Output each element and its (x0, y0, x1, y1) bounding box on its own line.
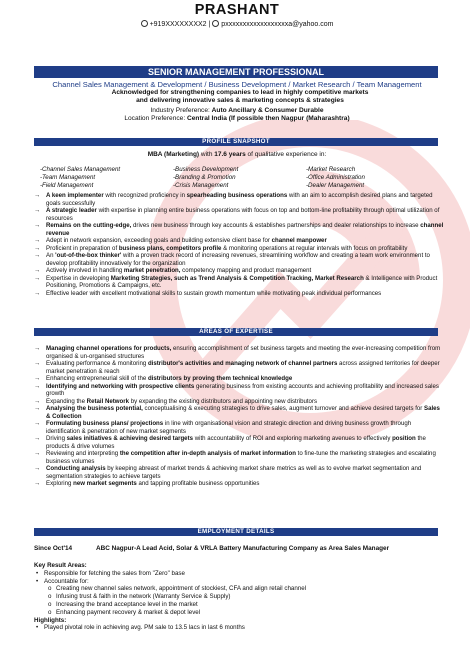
mba-years: 17.6 years (214, 151, 246, 158)
industry-preference (0, 107, 474, 114)
kra-text: Key Result Areas: (34, 562, 87, 569)
profile-bullets (34, 192, 446, 297)
arrow-icon: → (34, 207, 41, 214)
bullet-text: Actively involved in handling (46, 267, 124, 274)
bullet-emphasis: spearheading business operations (186, 192, 288, 199)
bullet-emphasis: Sales & Collection (46, 405, 440, 420)
expertise-bullet (34, 480, 446, 488)
bullet-emphasis: Retail Network (86, 397, 130, 405)
kra-text: Accountable for: (44, 577, 89, 585)
bullet-text: and tapping profitable business opportunities (136, 480, 260, 487)
location-label: Location Preference: (124, 115, 187, 122)
expertise-bullet (34, 345, 446, 360)
bullet-circle-icon: o (48, 608, 52, 616)
bullet-emphasis: channel manpower (271, 237, 327, 244)
section-profile-snapshot: PROFILE SNAPSHOT (34, 138, 438, 146)
bullet-text: conceptualising & executing strategies to drive sales, augment turnover and achieve desired targets for (142, 405, 424, 412)
kra-text: Infusing trust & faith in the network (Warranty Service & Supply) (56, 593, 231, 601)
key-result-areas (34, 562, 454, 632)
bullet-text: across assigned territories for deeper market penetration & reach (46, 360, 440, 375)
bullet-text: Proficient in preparation of (46, 244, 119, 252)
bullet-emphasis: sales initiatives & achieving desired targets (66, 435, 193, 442)
bullet-text: with an aim to accomplish desired plans and targeted goals successfully (46, 192, 433, 207)
phone-icon (141, 20, 148, 27)
highlight-item (34, 624, 454, 632)
bullet-text: & monitoring operations at regular intervals with focus on profitability (221, 244, 408, 252)
bullet-text: by expanding the existing distributors and appointing new distributors (129, 397, 318, 405)
bullet-text: the products & drive volumes (46, 435, 426, 450)
bullet-text: Expanding the (46, 397, 87, 405)
kra-text: Increasing the brand acceptance level in the market (56, 600, 198, 608)
kra-text: Highlights: (34, 616, 67, 624)
location-preference (0, 115, 474, 122)
bullet-text: ensuring accomplishment of set business targets and meeting the ever-increasing competition from organised & un-organised structures (46, 345, 441, 360)
arrow-icon: → (34, 397, 41, 405)
bullet-text: with recognized proficiency in (103, 192, 187, 199)
arrow-icon: → (34, 289, 41, 297)
profile-bullet (34, 245, 446, 253)
arrow-icon: → (34, 360, 41, 367)
skills-row (40, 166, 440, 174)
bullet-text: & Intelligence with Product Positioning, Promotions & Campaigns, etc. (46, 274, 438, 289)
bullet-text: with expertise in planning entire business operations with focus on top and bottom-line profitability through optimal utilization of resources (46, 207, 440, 222)
bullet-dot-icon: • (36, 577, 39, 585)
expertise-bullet (34, 383, 446, 398)
arrow-icon: → (34, 192, 41, 199)
arrow-icon: → (34, 480, 41, 487)
arrow-icon: → (34, 405, 41, 412)
functional-areas: Channel Sales Management & Development / Business Development / Market Research / Team Management (52, 80, 422, 89)
email-icon (212, 20, 219, 27)
expertise-bullet (34, 420, 446, 435)
skill-item: -Channel Sales Management (40, 166, 121, 173)
arrow-icon: → (34, 382, 41, 390)
candidate-name: PRASHANT (194, 2, 280, 18)
expertise-bullet (34, 450, 446, 465)
arrow-icon: → (34, 274, 41, 282)
bullet-text: competency mapping and product management (180, 267, 312, 274)
expertise-bullet (34, 435, 446, 450)
mba-line (0, 151, 474, 158)
profile-bullet (34, 222, 446, 237)
skill-item: -Dealer Management (306, 182, 365, 189)
bullet-emphasis: channel revenue (46, 222, 444, 237)
bullet-emphasis: Remains on the cutting-edge, (46, 222, 132, 229)
bullet-emphasis: distributors by proving them technical knowledge (147, 375, 293, 382)
skill-item: -Market Research (306, 166, 356, 173)
bullet-emphasis: market penetration, (123, 267, 181, 274)
kra-text: Enhancing payment recovery & market & depot level (56, 608, 201, 616)
arrow-icon: → (34, 375, 41, 382)
arrow-icon: → (34, 465, 41, 472)
arrow-icon: → (34, 244, 41, 252)
industry-label: Industry Preference: (150, 107, 212, 114)
skill-item: -Team Management (40, 174, 96, 181)
arrow-icon: → (34, 237, 41, 244)
kra-subitem (34, 609, 454, 617)
bullet-dot-icon: • (36, 624, 39, 632)
bullet-dot-icon: • (36, 569, 39, 577)
bullet-text: Driving (46, 435, 67, 442)
kra-title (34, 562, 454, 570)
bullet-emphasis: Formulating business plans/ projections (46, 420, 164, 427)
email-address[interactable]: pxxxxxxxxxxxxxxxxxxa@yahoo.com (221, 21, 334, 28)
mba-mid: with (199, 151, 215, 158)
highlights-title (34, 617, 454, 625)
contact-separator: | (206, 21, 213, 28)
bullet-emphasis: position (392, 435, 416, 442)
arrow-icon: → (34, 435, 41, 442)
employment-since: Since Oct'14 (34, 545, 73, 552)
arrow-icon: → (34, 420, 41, 427)
bullet-emphasis: new market segments (73, 480, 137, 487)
skills-row (40, 174, 440, 182)
arrow-icon: → (34, 345, 41, 352)
bullet-emphasis: 'out-of-the-box thinker' (55, 252, 122, 259)
expertise-bullets (34, 345, 446, 488)
skill-item: -Crisis Management (173, 182, 229, 189)
expertise-bullet (34, 398, 446, 406)
kra-text: Creating new channel sales network, appointment of stockiest, CFA and align retail channel (56, 585, 307, 593)
skills-grid (40, 166, 440, 190)
bullet-text: with a proven track record of increasing revenues, streamlining workflow and creating a team work environment to develop profitability innovatively for the organization (46, 252, 430, 267)
bullet-emphasis: Managing channel operations for products, (46, 345, 172, 352)
acknowledgement: Acknowledged for strengthening companies to lead in highly competitive markets and delivering innovative sales & marketing concepts & strategies (111, 89, 369, 104)
bullet-text: in line with organisational vision and strategic direction and driving business growth through identification & penetration of new market segments (46, 420, 412, 435)
kra-subitem (34, 585, 454, 593)
skill-item: -Field Management (40, 182, 94, 189)
contact-line (0, 20, 474, 28)
kra-item (34, 570, 454, 578)
title-banner: SENIOR MANAGEMENT PROFESSIONAL (34, 66, 438, 78)
bullet-text: Enhancing entrepreneurial skill of the (46, 375, 148, 382)
bullet-text: drives new business through key accounts & establishes partnerships and dealer relationships to increase (131, 222, 421, 229)
bullet-emphasis: Marketing Strategies, such as Trend Analysis & Competition Tracking, Market Research (110, 274, 364, 282)
bullet-text: An (46, 252, 56, 259)
bullet-text: Adept in network expansion, exceeding goals and building extensive client base for (46, 237, 272, 244)
kra-text: Responsible for fetching the sales from "Zero" base (44, 569, 185, 577)
bullet-text: generating business from existing accounts and achieving profitability and increased sales growth (46, 382, 439, 397)
skill-item: -Office Administration (306, 174, 365, 181)
bullet-text: Expertise in developing (46, 274, 111, 282)
mba-post: of qualitative experience in: (245, 151, 327, 158)
industry-value: Auto Ancillary & Consumer Durable (211, 107, 324, 114)
kra-text: Played pivotal role in achieving avg. PM sale to 13.5 lacs in last 6 months (44, 624, 245, 632)
profile-bullet (34, 290, 446, 298)
bullet-text: Evaluating performance & monitoring (46, 360, 148, 367)
expertise-bullet (34, 405, 446, 420)
bullet-text: with accountability of ROI and exploring marketing avenues to effectively (193, 435, 393, 442)
kra-item (34, 578, 454, 586)
skill-item: -Branding & Promotion (173, 174, 236, 181)
expertise-bullet (34, 465, 446, 480)
bullet-emphasis: A strategic leader (46, 207, 97, 214)
bullet-circle-icon: o (48, 600, 52, 608)
bullet-emphasis: Identifying and networking with prospective clients (46, 382, 195, 390)
bullet-text: Reviewing and interpreting (46, 450, 120, 457)
arrow-icon: → (34, 450, 41, 457)
mba-degree: MBA (Marketing) (147, 151, 200, 158)
kra-subitem (34, 593, 454, 601)
kra-subitem (34, 601, 454, 609)
location-value: Central India (If possible then Nagpur (Maharashtra) (187, 115, 350, 122)
expertise-bullet (34, 375, 446, 383)
bullet-text: to fine-tune the marketing strategies and escalating business volumes (46, 450, 436, 465)
profile-bullet (34, 237, 446, 245)
bullet-emphasis: distributor's activities and managing network of channel partners (147, 360, 338, 367)
bullet-emphasis: business plans, competitors profile (118, 244, 222, 252)
arrow-icon: → (34, 222, 41, 229)
section-employment-details: EMPLOYMENT DETAILS (34, 528, 438, 536)
profile-bullet (34, 207, 446, 222)
bullet-circle-icon: o (48, 585, 52, 593)
bullet-emphasis: Conducting analysis (46, 465, 106, 472)
arrow-icon: → (34, 267, 41, 274)
bullet-emphasis: the competition after in-depth analysis of market information (119, 450, 296, 457)
bullet-emphasis: Analysing the business potential, (46, 405, 143, 412)
profile-bullet (34, 252, 446, 267)
section-areas-of-expertise: AREAS OF EXPERTISE (34, 328, 438, 336)
bullet-text: Exploring (46, 480, 74, 487)
skills-row (40, 182, 440, 190)
profile-bullet (34, 267, 446, 275)
bullet-text: Effective leader with excellent motivational skills to sustain growth momentum while motivating peak individual performances (46, 289, 382, 297)
profile-bullet (34, 275, 446, 290)
employment-row (34, 545, 444, 552)
expertise-bullet (34, 360, 446, 375)
bullet-text: by keeping abreast of market trends & achieving market share metrics as well as to evolve market segmentation and segmentation strategies to achieve targets (46, 465, 422, 480)
employment-company: ABC Nagpur-A Lead Acid, Solar & VRLA Battery Manufacturing Company as Area Sales Manager (96, 545, 390, 552)
skill-item: -Business Development (173, 166, 239, 173)
phone-number: +919XXXXXXXX2 (149, 21, 207, 28)
bullet-circle-icon: o (48, 593, 52, 601)
bullet-emphasis: A keen implementer (46, 192, 104, 199)
profile-bullet (34, 192, 446, 207)
arrow-icon: → (34, 252, 41, 259)
